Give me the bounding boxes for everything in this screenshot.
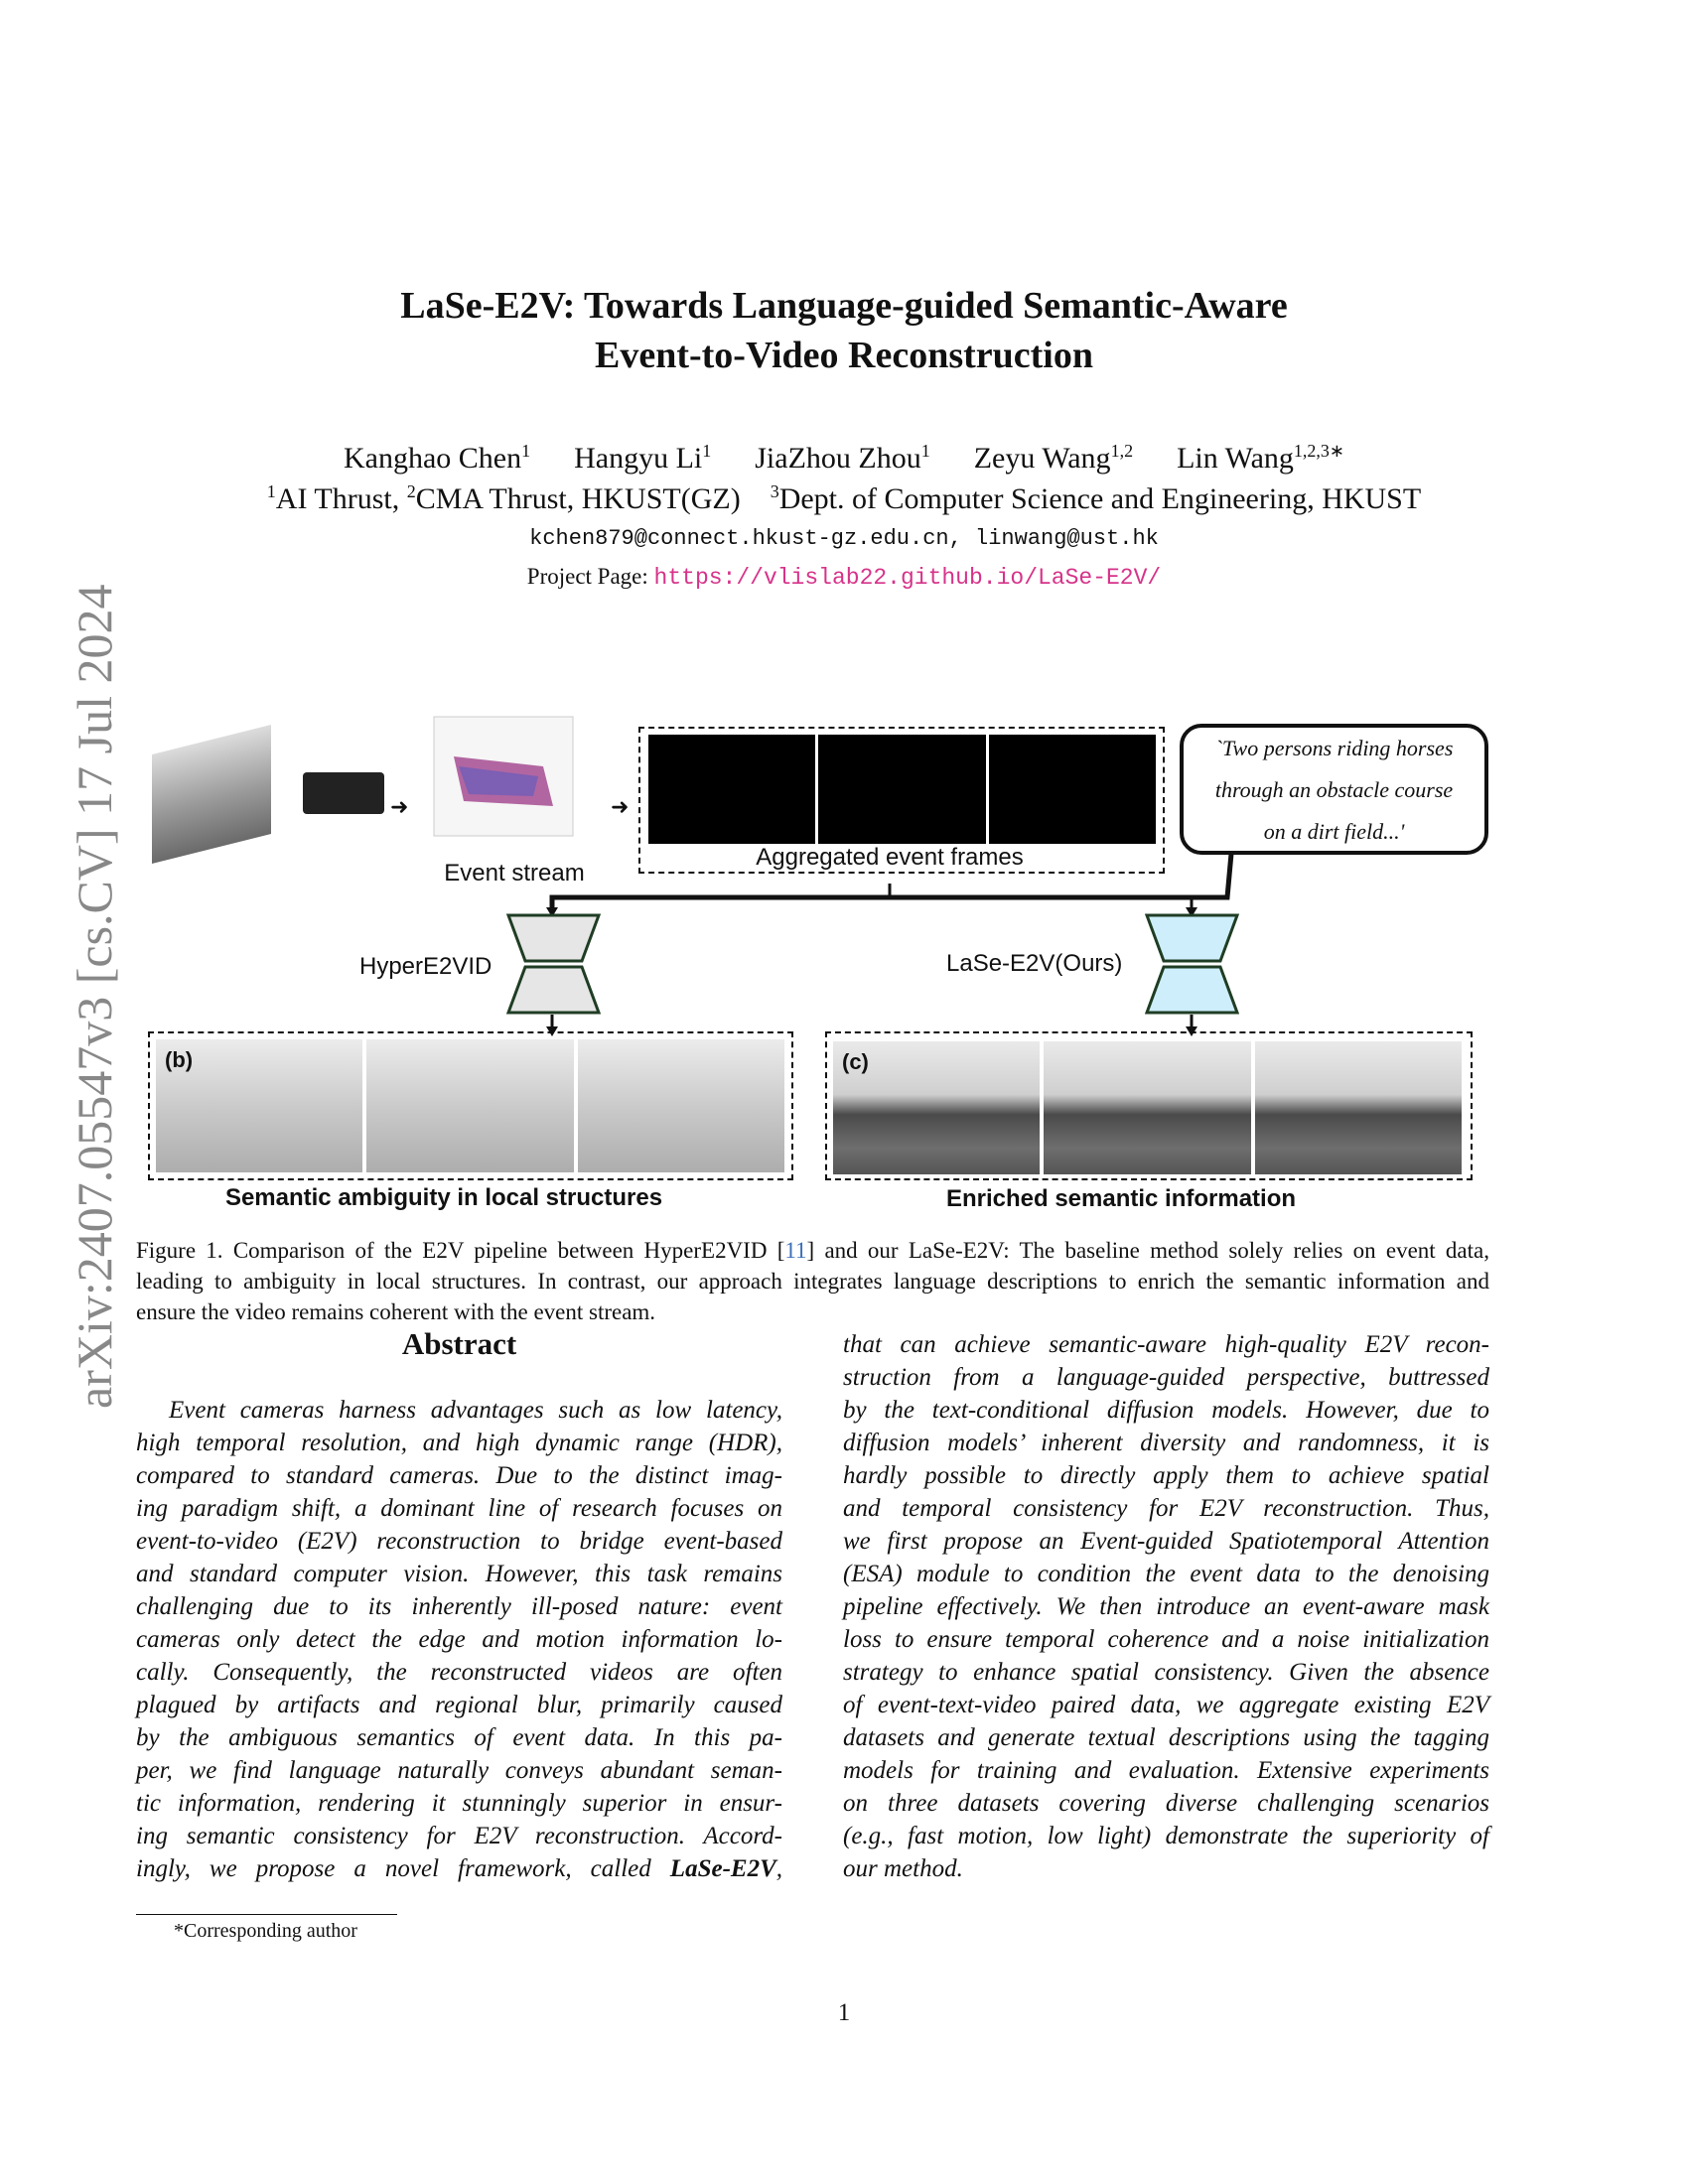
result-frame	[1255, 1041, 1462, 1174]
abstract-line: Event cameras harness advantages such as low latency,	[169, 1397, 782, 1424]
abstract-text: ingly, we propose a novel framework, called	[136, 1855, 670, 1882]
page-number: 1	[837, 1999, 851, 2026]
abstract-line: by the text-conditional diffusion models. However, due to	[843, 1397, 1489, 1424]
caption-text: Figure 1. Comparison of the E2V pipeline between HyperE2VID [	[136, 1238, 785, 1263]
author-affiliation-sup: 1,2	[1110, 441, 1134, 461]
abstract-text: ,	[775, 1855, 782, 1882]
abstract-line: hardly possible to directly apply them to achieve spatial	[843, 1462, 1489, 1489]
affiliation: CMA Thrust, HKUST(GZ)	[415, 482, 741, 515]
result-frame	[1044, 1041, 1250, 1174]
author	[1177, 442, 1344, 475]
title-line: Event-to-Video Reconstruction	[594, 335, 1093, 376]
speech-line: `Two persons riding horses	[1214, 736, 1454, 760]
abstract-line: and standard computer vision. However, this task remains	[136, 1561, 782, 1587]
author-name: Zeyu Wang	[973, 442, 1111, 475]
footnote: *Corresponding author	[174, 1920, 357, 1942]
abstract-line: by the ambiguous semantics of event data. In this pa-	[136, 1724, 782, 1751]
speech-bubble	[1180, 724, 1488, 855]
abstract-line: pipeline effectively. We then introduce an event-aware mask	[843, 1593, 1489, 1620]
aff-sup: 2	[406, 481, 416, 501]
event-frame	[648, 735, 815, 844]
author-name: JiaZhou Zhou	[755, 442, 921, 475]
scene-photo	[152, 725, 271, 864]
abstract-line: strategy to enhance spatial consistency. Given the absence	[843, 1659, 1489, 1686]
ours-network-icon	[1145, 913, 1239, 1015]
baseline-network-icon	[506, 913, 601, 1015]
affiliation: AI Thrust,	[275, 482, 407, 515]
camera-icon	[303, 772, 384, 814]
author-affiliation-sup: 1	[920, 441, 930, 461]
affiliation: Dept. of Computer Science and Engineering, HKUST	[778, 482, 1422, 515]
abstract-left-column	[136, 1394, 782, 1885]
event-stream-label: Event stream	[444, 860, 585, 887]
citation-link[interactable]: 11	[784, 1238, 807, 1263]
abstract-line: cameras only detect the edge and motion information lo-	[136, 1626, 782, 1653]
emails: kchen879@connect.hkust-gz.edu.cn, linwang@ust.hk	[529, 526, 1159, 551]
panel-b-label: (b)	[165, 1047, 194, 1072]
pipeline-connectors	[0, 844, 1688, 1042]
author-list	[0, 441, 1688, 476]
author	[344, 442, 530, 475]
abstract-line: on three datasets covering diverse challenging scenarios	[843, 1790, 1489, 1817]
author-name: Lin Wang	[1177, 442, 1294, 475]
arrow-icon: ➜	[390, 794, 409, 819]
abstract-line: ing semantic consistency for E2V reconstruction. Accord-	[136, 1823, 782, 1849]
author-affiliation-sup: 1	[702, 441, 712, 461]
project-page	[0, 564, 1688, 591]
abstract-line: cally. Consequently, the reconstructed videos are often	[136, 1659, 782, 1686]
abstract-line: loss to ensure temporal coherence and a noise initialization	[843, 1626, 1489, 1653]
author	[574, 442, 711, 475]
title-line: LaSe-E2V: Towards Language-guided Semantic-Aware	[400, 285, 1288, 327]
aggregated-label: Aggregated event frames	[741, 844, 1039, 872]
abstract-line: struction from a language-guided perspective, buttressed	[843, 1364, 1489, 1391]
abstract-line: ing paradigm shift, a dominant line of research focuses on	[136, 1495, 782, 1522]
abstract-line	[136, 1852, 782, 1885]
abstract-line: and temporal consistency for E2V reconstruction. Thus,	[843, 1495, 1489, 1522]
abstract-line: of event-text-video paired data, we aggregate existing E2V	[843, 1692, 1489, 1718]
abstract-right-column	[843, 1328, 1489, 1885]
caption-line: leading to ambiguity in local structures. In contrast, our approach integrates language descriptions to enrich the semantic information and	[136, 1269, 1489, 1294]
author-affiliation-sup: 1,2,3∗	[1293, 441, 1345, 461]
footnote-rule	[136, 1914, 397, 1915]
abstract-line: (ESA) module to condition the event data to the denoising	[843, 1561, 1489, 1587]
abstract-heading: Abstract	[401, 1326, 517, 1361]
author	[974, 442, 1133, 475]
author-name: Kanghao Chen	[343, 442, 522, 475]
abstract-line: diffusion models’ inherent diversity and randomness, it is	[843, 1430, 1489, 1456]
aff-sup: 1	[266, 481, 276, 501]
bottom-left-label: Semantic ambiguity in local structures	[224, 1184, 663, 1211]
abstract-line: event-to-video (E2V) reconstruction to bridge event-based	[136, 1528, 782, 1555]
event-stream-3d-plot	[414, 707, 608, 866]
paper-title	[0, 281, 1688, 380]
baseline-results	[156, 1039, 784, 1172]
project-label: Project Page:	[526, 564, 654, 589]
speech-line: on a dirt field...'	[1263, 819, 1405, 844]
bottom-right-label: Enriched semantic information	[945, 1185, 1297, 1212]
arxiv-stamp: arXiv:2407.05547v3 [cs.CV] 17 Jul 2024	[67, 584, 122, 1409]
result-frame	[366, 1039, 573, 1172]
abstract-line: challenging due to its inherently ill-posed nature: event	[136, 1593, 782, 1620]
aff-sup: 3	[770, 481, 779, 501]
caption-text: ] and our LaSe-E2V: The baseline method solely relies on event data,	[806, 1238, 1489, 1263]
panel-c-label: (c)	[842, 1049, 869, 1074]
author-name: Hangyu Li	[574, 442, 703, 475]
caption-line	[136, 1235, 1489, 1266]
affiliations	[0, 481, 1688, 516]
author	[755, 442, 929, 475]
ours-label: LaSe-E2V(Ours)	[946, 950, 1123, 977]
method-name: LaSe-E2V	[669, 1855, 776, 1882]
caption-line: ensure the video remains coherent with the event stream.	[136, 1299, 656, 1324]
ours-results	[833, 1041, 1462, 1174]
abstract-line: high temporal resolution, and high dynamic range (HDR),	[136, 1430, 782, 1456]
abstract-line: that can achieve semantic-aware high-quality E2V recon-	[843, 1331, 1489, 1358]
event-frame	[818, 735, 985, 844]
figure-caption	[136, 1235, 1489, 1327]
event-frame	[989, 735, 1156, 844]
abstract-line: per, we find language naturally conveys abundant seman-	[136, 1757, 782, 1784]
project-link[interactable]: https://vlislab22.github.io/LaSe-E2V/	[653, 565, 1162, 591]
abstract-line: (e.g., fast motion, low light) demonstrate the superiority of	[843, 1823, 1489, 1849]
baseline-label: HyperE2VID	[359, 953, 492, 980]
arrow-icon: ➜	[611, 794, 630, 819]
abstract-line: models for training and evaluation. Extensive experiments	[843, 1757, 1489, 1784]
abstract-line: our method.	[843, 1855, 963, 1882]
abstract-line: tic information, rendering it stunningly superior in ensur-	[136, 1790, 782, 1817]
event-frames	[648, 735, 1156, 844]
author-affiliation-sup: 1	[521, 441, 531, 461]
result-frame	[578, 1039, 784, 1172]
abstract-line: compared to standard cameras. Due to the distinct imag-	[136, 1462, 782, 1489]
speech-line: through an obstacle course	[1214, 777, 1454, 802]
abstract-line: plagued by artifacts and regional blur, primarily caused	[136, 1692, 782, 1718]
abstract-line: datasets and generate textual descriptions using the tagging	[843, 1724, 1489, 1751]
abstract-line: we first propose an Event-guided Spatiotemporal Attention	[843, 1528, 1489, 1555]
